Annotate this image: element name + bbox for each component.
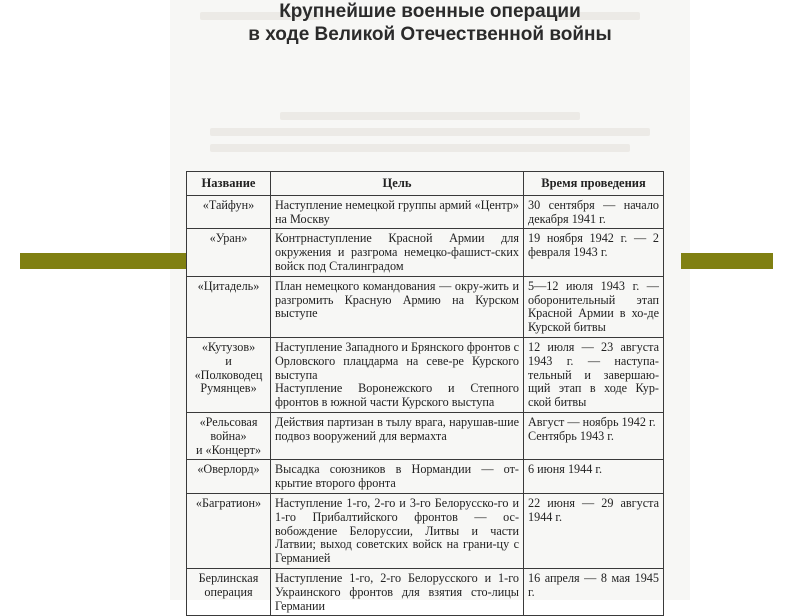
operation-goal: Высадка союзников в Нормандии — от-крытие второго фронта <box>271 460 524 494</box>
table-row <box>187 412 664 459</box>
column-header-time: Время проведения <box>524 172 664 196</box>
operation-time: 19 ноября 1942 г. — 2 февраля 1943 г. <box>524 229 664 276</box>
table-row <box>187 276 664 337</box>
column-header-goal: Цель <box>271 172 524 196</box>
operation-time: 30 сентября — начало декабря 1941 г. <box>524 195 664 229</box>
right-accent-bar <box>681 253 773 269</box>
operation-time: 12 июля — 23 августа 1943 г. — наступа-тельный и завершаю-щий этап в ходе Кур-ской битвы <box>524 337 664 412</box>
table-row <box>187 195 664 229</box>
operation-time: 5—12 июля 1943 г. — оборонительный этап Красной Армии в хо-де Курской битвы <box>524 276 664 337</box>
operation-goal: Контрнаступление Красной Армии для окружения и разгрома немецко-фашист-ских войск под Сталинградом <box>271 229 524 276</box>
operation-time: 6 июня 1944 г. <box>524 460 664 494</box>
operation-goal: Наступление 1-го, 2-го Белорусского и 1-го Украинского фронтов для взятия сто-лицы Германии <box>271 568 524 615</box>
operation-name: «Уран» <box>187 229 271 276</box>
operation-name: «Тайфун» <box>187 195 271 229</box>
operation-time: 16 апреля — 8 мая 1945 г. <box>524 568 664 615</box>
operations-table <box>186 171 664 616</box>
operation-name: «Рельсовая война» и «Концерт» <box>187 412 271 459</box>
faded-text-line <box>210 144 630 152</box>
operation-name: «Оверлорд» <box>187 460 271 494</box>
table-row <box>187 568 664 615</box>
title-line-1: Крупнейшие военные операции <box>279 1 581 22</box>
operation-goal: План немецкого командования — окру-жить и разгромить Красную Армию на Курском выступе <box>271 276 524 337</box>
operation-goal: Наступление немецкой группы армий «Центр» на Москву <box>271 195 524 229</box>
operation-goal: Наступление 1-го, 2-го и 3-го Белорусско-го и 1-го Прибалтийского фронтов — ос-вобождение Белоруссии, Литвы и части Латвии; выход советских войск на грани-цу с Германией <box>271 493 524 568</box>
faded-text-line <box>280 112 580 120</box>
operation-goal: Наступление Западного и Брянского фронтов с Орловского плацдарма на севе-ре Курского выступа Наступление Воронежского и Степного фронтов в южной части Курского выступа <box>271 337 524 412</box>
operation-time: 22 июня — 29 августа 1944 г. <box>524 493 664 568</box>
page-title <box>200 0 660 46</box>
faded-text-line <box>210 128 650 136</box>
table-row <box>187 229 664 276</box>
table-header-row <box>187 172 664 196</box>
table-row <box>187 460 664 494</box>
left-accent-bar <box>20 253 186 269</box>
operation-time: Август — ноябрь 1942 г. Сентябрь 1943 г. <box>524 412 664 459</box>
operation-name: Берлинская операция <box>187 568 271 615</box>
operation-name: «Багратион» <box>187 493 271 568</box>
operation-name: «Цитадель» <box>187 276 271 337</box>
title-line-2: в ходе Великой Отечественной войны <box>248 24 612 45</box>
operation-name: «Кутузов» и «Полководец Румянцев» <box>187 337 271 412</box>
column-header-name: Название <box>187 172 271 196</box>
table-row <box>187 493 664 568</box>
table-row <box>187 337 664 412</box>
operation-goal: Действия партизан в тылу врага, нарушав-шие подвоз вооружений для вермахта <box>271 412 524 459</box>
